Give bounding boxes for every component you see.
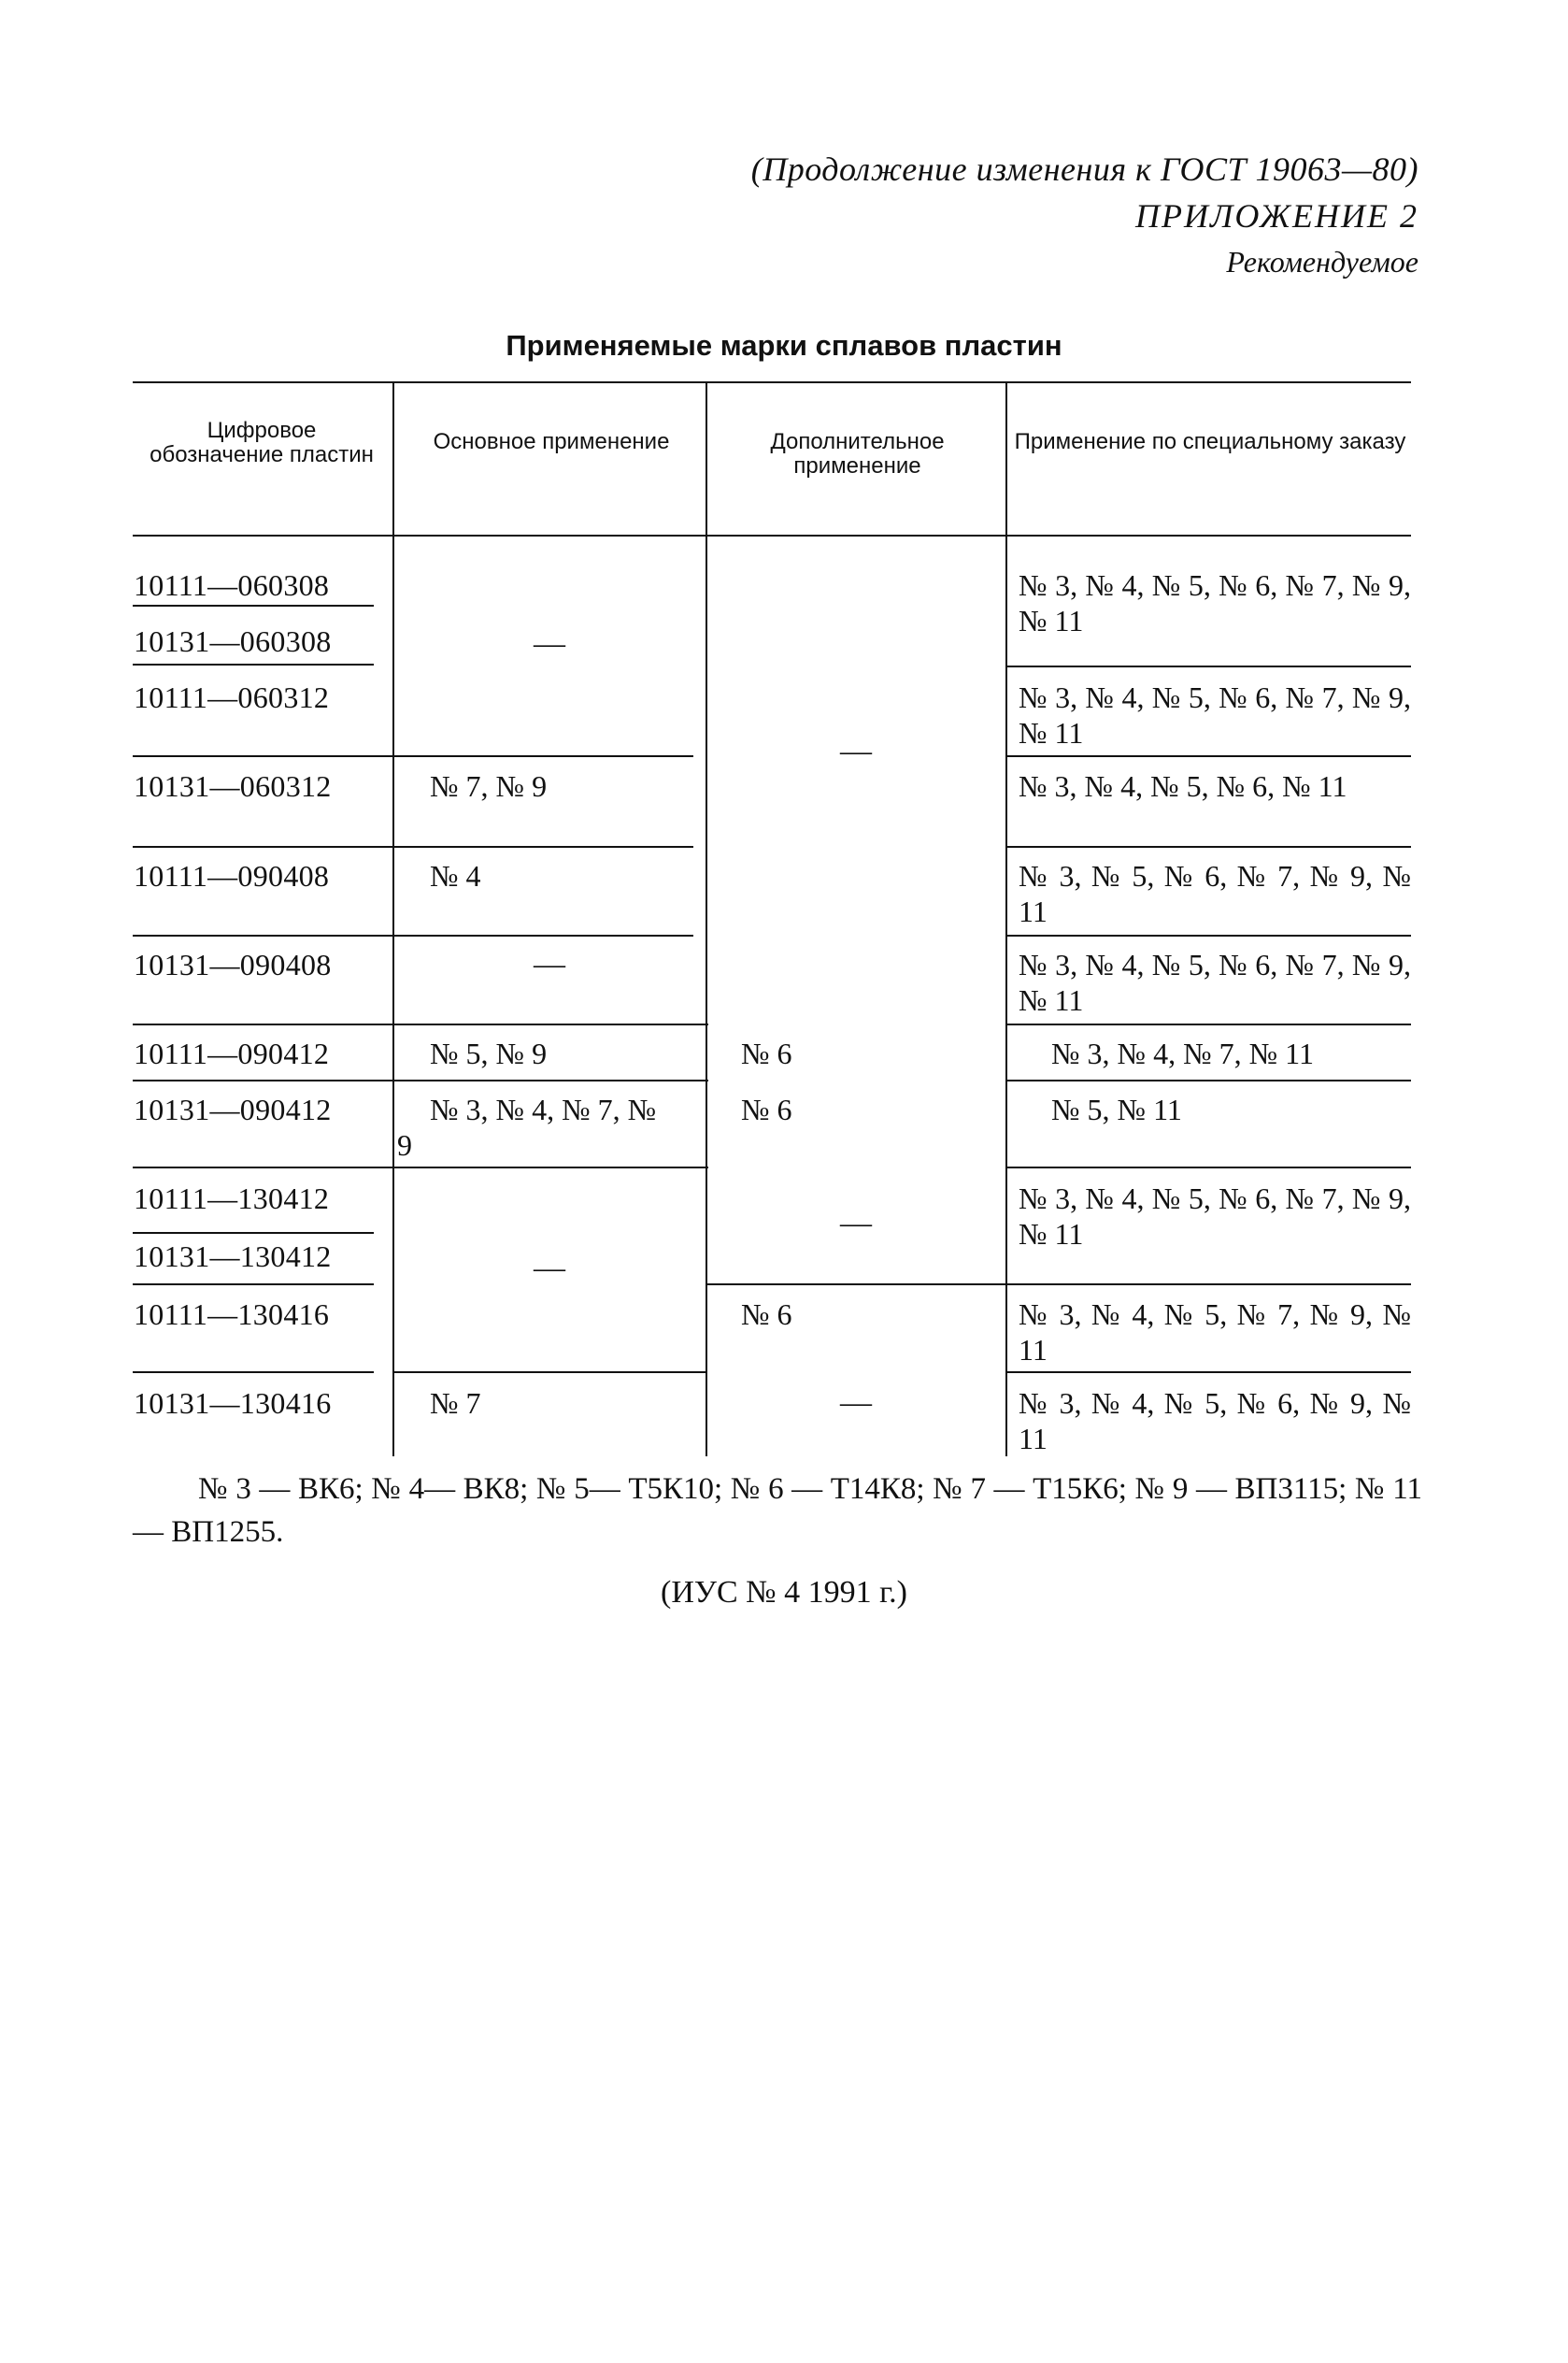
header-bottom-rule (133, 535, 1411, 537)
designation-cell: 10131—090412 (134, 1093, 332, 1126)
row-rule (133, 935, 693, 937)
designation-cell: 10111—060308 (134, 568, 330, 602)
row-rule (706, 1283, 1006, 1285)
row-rule (133, 1371, 374, 1373)
additional-cell: № 6 (741, 1093, 792, 1126)
column-header-special: Применение по специальному заказу (1014, 429, 1406, 454)
main-cell: № 7, № 9 (430, 769, 548, 803)
designation-cell: 10111—090408 (134, 859, 330, 893)
row-rule (133, 1283, 374, 1285)
designation-cell: 10131—060312 (134, 769, 332, 803)
appendix-label: ПРИЛОЖЕНИЕ 2 (1135, 197, 1418, 235)
additional-cell: № 6 (741, 1297, 792, 1331)
table-top-rule (133, 381, 1411, 383)
main-cell: № 4 (430, 859, 481, 893)
additional-cell: — (840, 1385, 872, 1420)
row-rule (1007, 935, 1411, 937)
main-cell: — (534, 626, 565, 661)
main-cell: — (534, 947, 565, 981)
main-cell: № 7 (430, 1386, 481, 1420)
row-rule (1007, 846, 1411, 848)
continuation-note: (Продолжение изменения к ГОСТ 19063—80) (750, 150, 1418, 188)
designation-cell: 10131—090408 (134, 948, 332, 981)
column-header-main: Основное применение (433, 429, 670, 454)
special-cell: № 3, № 4, № 5, № 6, № 7, № 9, № 11 (1019, 1182, 1411, 1251)
table-title: Применяемые марки сплавов пластин (506, 329, 1062, 362)
row-rule (1007, 1167, 1411, 1168)
designation-cell: 10131—130416 (134, 1386, 332, 1420)
alloy-legend-note: № 3 — ВК6; № 4— ВК8; № 5— Т5К10; № 6 — Т14К8; № 7 — Т15К6; № 9 — ВП3115; № 11 — ВП1255. (133, 1472, 1422, 1549)
main-cell: № 3, № 4, № 7, № 9 (397, 1093, 657, 1162)
special-cell: № 3, № 5, № 6, № 7, № 9, № 11 (1019, 859, 1411, 928)
special-cell: № 3, № 4, № 5, № 6, № 11 (1019, 769, 1347, 803)
designation-cell: 10111—130416 (134, 1297, 330, 1331)
column-header-additional: Дополнительное применение (770, 429, 945, 479)
row-rule (1007, 666, 1411, 667)
row-rule (1007, 1024, 1411, 1025)
designation-cell: 10111—130412 (134, 1182, 330, 1215)
row-rule (133, 755, 693, 757)
row-rule (1007, 1371, 1411, 1373)
appendix-status: Рекомендуемое (1226, 245, 1418, 279)
col-sep-2 (706, 383, 707, 1456)
row-rule (133, 1167, 708, 1168)
designation-cell: 10111—060312 (134, 680, 330, 714)
row-rule (1007, 1080, 1411, 1081)
row-rule (392, 1371, 706, 1373)
col-sep-3 (1005, 383, 1007, 1456)
special-cell: № 5, № 11 (1051, 1093, 1182, 1126)
special-cell: № 3, № 4, № 5, № 6, № 7, № 9, № 11 (1019, 568, 1411, 637)
additional-cell: — (840, 1206, 872, 1240)
special-cell: № 3, № 4, № 5, № 6, № 9, № 11 (1019, 1386, 1411, 1455)
special-cell: № 3, № 4, № 7, № 11 (1051, 1037, 1314, 1070)
designation-cell: 10131—060308 (134, 624, 332, 658)
additional-cell: № 6 (741, 1037, 792, 1070)
col-sep-1 (392, 383, 394, 1456)
row-rule (133, 1080, 708, 1081)
row-rule (1007, 1283, 1411, 1285)
designation-cell: 10111—090412 (134, 1037, 330, 1070)
source-reference: (ИУС № 4 1991 г.) (661, 1575, 907, 1610)
row-rule (133, 605, 374, 607)
row-rule (133, 1024, 708, 1025)
main-cell: № 5, № 9 (430, 1037, 548, 1070)
additional-cell: — (840, 734, 872, 768)
designation-cell: 10131—130412 (134, 1239, 332, 1273)
row-rule (133, 664, 374, 666)
special-cell: № 3, № 4, № 5, № 7, № 9, № 11 (1019, 1297, 1411, 1367)
row-rule (133, 1232, 374, 1234)
row-rule (133, 846, 693, 848)
special-cell: № 3, № 4, № 5, № 6, № 7, № 9, № 11 (1019, 948, 1411, 1017)
main-cell: — (534, 1251, 565, 1285)
column-header-designation: Цифровое обозначение пластин (150, 418, 374, 467)
row-rule (1007, 755, 1411, 757)
special-cell: № 3, № 4, № 5, № 6, № 7, № 9, № 11 (1019, 680, 1411, 750)
